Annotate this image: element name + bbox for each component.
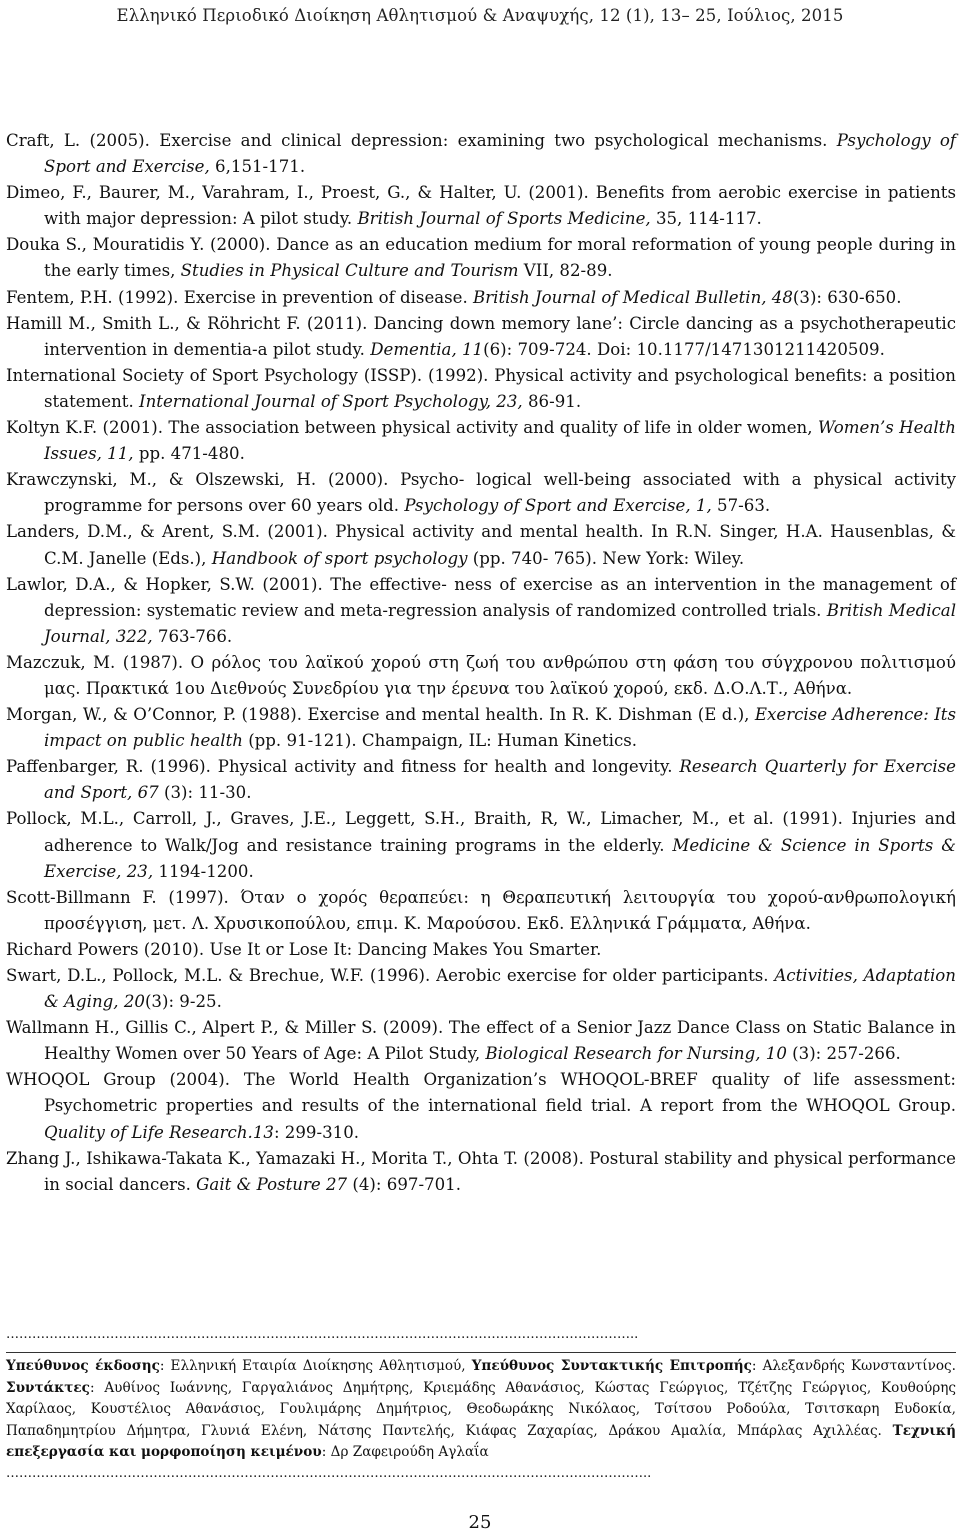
reference-entry [6, 363, 956, 415]
publisher-label: Υπεύθυνος έκδοσης [6, 1358, 160, 1374]
reference-source: Studies in Physical Culture and Tourism [180, 261, 519, 281]
reference-text: Morgan, W., & O’Connor, P. (1988). Exercise and mental health. In R. K. Dishman (E d.), [6, 705, 755, 725]
reference-pages: VII, 82-89. [518, 261, 613, 281]
reference-pages: : 299-310. [273, 1122, 360, 1142]
reference-entry [6, 885, 956, 937]
reference-text: Scott-Billmann F. (1997). Όταν ο χορός θεραπεύει: η Θεραπευτική λειτουργία του χορού-ανθρωπολογική προσέγγιση, μετ. Λ. Χρυσικοπούλου, επιμ. Κ. Μαρούσου. Εκδ. Ελληνικά Γράμματα, Αθήνα. [6, 887, 956, 933]
reference-text: Hamill M., Smith L., & Röhricht F. (2011). Dancing down memory lane’: Circle dancing as a psychotherapeutic intervention in dementia-a pilot study. [6, 313, 956, 359]
reference-entry [6, 467, 956, 519]
reference-source: Psychology of Sport and Exercise, [44, 131, 957, 177]
reference-text: Fentem, P.H. (1992). Exercise in prevention of disease. [6, 287, 474, 307]
reference-entry [6, 806, 956, 884]
reference-text: Lawlor, D.A., & Hopker, S.W. (2001). The effective- ness of exercise as an intervention in the management of depression: systematic review and meta-regression analysis of randomized controlled trials. [6, 574, 956, 620]
reference-entry [6, 128, 956, 180]
reference-text: International Society of Sport Psychology (ISSP). (1992). Physical activity and psychological benefits: a position statement. [6, 365, 956, 411]
reference-entry [6, 1146, 956, 1198]
reference-source: Women’s Health Issues, 11, [44, 418, 956, 464]
reference-entry [6, 754, 956, 806]
reference-entry [6, 572, 956, 650]
reference-text: Krawczynski, M., & Olszewski, H. (2000). Psycho- logical well-being associated with a physical activity programme for persons over 60 years old. [6, 470, 956, 516]
reference-entry [6, 650, 956, 702]
committee-value: : Αλεξανδρής Κωνσταντίνος. [751, 1358, 956, 1374]
reference-entry [6, 1067, 956, 1145]
reference-text: Douka S., Mouratidis Y. (2000). Dance as an education medium for moral reformation of young people during in the early times, [6, 235, 956, 281]
reference-pages: pp. 471-480. [133, 444, 245, 464]
reference-source: Research Quarterly for Exercise and Sport, 67 [44, 757, 956, 803]
reference-pages: 35, 114-117. [650, 209, 762, 229]
reference-entry [6, 1015, 956, 1067]
reference-source: International Journal of Sport Psychology, 23, [139, 391, 523, 411]
reference-entry [6, 937, 956, 963]
reference-text: Richard Powers (2010). Use It or Lose It: Dancing Makes You Smarter. [6, 939, 602, 959]
dotted-separator-top: ……………………………………………………………………………………………………………………………….. [6, 1327, 639, 1342]
reference-list [6, 128, 956, 1198]
technical-editing-label: Τεχνική επεξεργασία και μορφοποίηση κειμένου [6, 1422, 956, 1460]
reference-entry [6, 180, 956, 232]
reference-source: British Journal of Sports Medicine, [357, 209, 651, 229]
reference-entry [6, 415, 956, 467]
reference-text: Landers, D.M., & Arent, S.M. (2001). Physical activity and mental health. In R.N. Singer, H.A. Hausenblas, & C.M. Janelle (Eds.), [6, 522, 956, 568]
reference-text: Mazczuk, M. (1987). Ο ρόλος του λαϊκού χορού στη ζωή του ανθρώπου στη φάση του σύγχρονου πολιτισμού μας. Πρακτικά 1ου Διεθνούς Συνεδρίου για την έρευνα του λαϊκού χορού, εκδ. Δ.Ο.Λ.Τ., Αθήνα. [6, 652, 956, 698]
reference-pages: (3): 257-266. [786, 1044, 901, 1064]
editors-value: : Αυθίνος Ιωάννης, Γαργαλιάνος Δημήτρης, Κριεμάδης Αθανάσιος, Κώστας Γεώργιος, Τζέτζης Γεώργιος, Κουθούρης Χαρίλαος, Κουστέλιος Αθανάσιος, Γουλιμάρης Δημήτριος, Θεοδωράκης Νικόλαος, Τσίτσου Ροδούλα, Τσιτσκαρη Ευδοκία, Παπαδημητρίου Δήμητρα, Γλυνιά Ελένη, Νάτσης Παντελής, Κιάφας Ζαχαρίας, Δράκου Αμαλία, Μπάρλας Αχιλλέας. [6, 1379, 956, 1439]
reference-source: British Medical Journal, 322, [44, 600, 956, 646]
reference-entry [6, 963, 956, 1015]
publisher-value: : Ελληνική Εταιρία Διοίκησης Αθλητισμού, [159, 1358, 472, 1374]
reference-source: Handbook of sport psychology [211, 548, 468, 568]
reference-pages: (4): 697-701. [347, 1174, 461, 1194]
reference-text: Zhang J., Ishikawa-Takata K., Yamazaki H., Morita T., Ohta T. (2008). Postural stability and physical performance in social dancers. [6, 1148, 956, 1194]
running-header: Ελληνικό Περιοδικό Διοίκηση Αθλητισμού & Αναψυχής, 12 (1), 13– 25, Ιούλιος, 2015 [116, 6, 844, 25]
reference-text: Paffenbarger, R. (1996). Physical activity and fitness for health and longevity. [6, 757, 680, 777]
reference-source: Biological Research for Nursing, 10 [485, 1044, 787, 1064]
reference-pages: 763-766. [152, 626, 233, 646]
reference-source: Activities, Adaptation & Aging, 20 [44, 966, 956, 1012]
technical-editing-value: : Δρ Ζαφειρούδη Αγλαΐα [321, 1444, 489, 1460]
reference-text: Craft, L. (2005). Exercise and clinical depression: examining two psychological mechanisms. [6, 131, 837, 150]
editors-label: Συντάκτες [6, 1379, 90, 1396]
reference-text: Swart, D.L., Pollock, M.L. & Brechue, W.F. (1996). Aerobic exercise for older participants. [6, 966, 775, 985]
reference-source: Psychology of Sport and Exercise, 1, [404, 496, 712, 516]
reference-text: Wallmann H., Gillis C., Alpert P., & Miller S. (2009). The effect of a Senior Jazz Dance Class on Static Balance in Healthy Women over 50 Years of Age: A Pilot Study, [6, 1018, 956, 1064]
reference-text: Pollock, M.L., Carroll, J., Graves, J.E., Leggett, S.H., Braith, R, W., Limacher, M., et al. (1991). Injuries and adherence to Walk/Jog and resistance training programs in the elderly. [6, 809, 956, 855]
reference-source: Exercise Adherence: Its impact on public health [44, 705, 956, 751]
editorial-credits [6, 1356, 956, 1464]
committee-label: Υπεύθυνος Συντακτικής Επιτροπής [471, 1358, 752, 1374]
reference-pages: (pp. 91-121). Champaign, IL: Human Kinetics. [242, 731, 638, 751]
reference-entry [6, 285, 956, 311]
reference-pages: 57-63. [711, 496, 771, 516]
footer-rule [6, 1352, 956, 1353]
reference-text: Koltyn K.F. (2001). The association between physical activity and quality of life in older women, [6, 418, 818, 438]
reference-entry [6, 519, 956, 571]
reference-pages: (pp. 740- 765). New York: Wiley. [467, 548, 745, 568]
reference-source: Quality of Life Research.13 [44, 1122, 274, 1142]
reference-source: Medicine & Science in Sports & Exercise, 23, [44, 835, 956, 881]
reference-pages: (3): 630-650. [792, 287, 902, 307]
reference-pages: (6): 709-724. Doi: 10.1177/1471301211420509. [483, 339, 885, 359]
reference-text: WHOQOL Group (2004). The World Health Organization’s WHOQOL-BREF quality of life assessment: Psychometric properties and results of the international field trial. A report from the WHOQOL Group. [6, 1070, 956, 1116]
reference-pages: 1194-1200. [153, 861, 254, 881]
dotted-separator-bottom: ………………………………………………………………………………………………………………………………….. [6, 1466, 652, 1481]
reference-entry [6, 232, 956, 284]
page-number: 25 [468, 1512, 492, 1533]
reference-pages: 86-91. [522, 391, 582, 411]
reference-entry [6, 702, 956, 754]
reference-text: Dimeo, F., Baurer, M., Varahram, I., Proest, G., & Halter, U. (2001). Benefits from aerobic exercise in patients with major depression: A pilot study. [6, 183, 956, 229]
reference-pages: 6,151-171. [209, 157, 306, 177]
reference-source: British Journal of Medical Bulletin, 48 [473, 287, 793, 307]
reference-source: Gait & Posture 27 [196, 1174, 348, 1194]
reference-source: Dementia, 11 [370, 339, 484, 359]
reference-pages: (3): 9-25. [144, 992, 222, 1012]
reference-entry [6, 311, 956, 363]
reference-pages: (3): 11-30. [158, 783, 252, 803]
